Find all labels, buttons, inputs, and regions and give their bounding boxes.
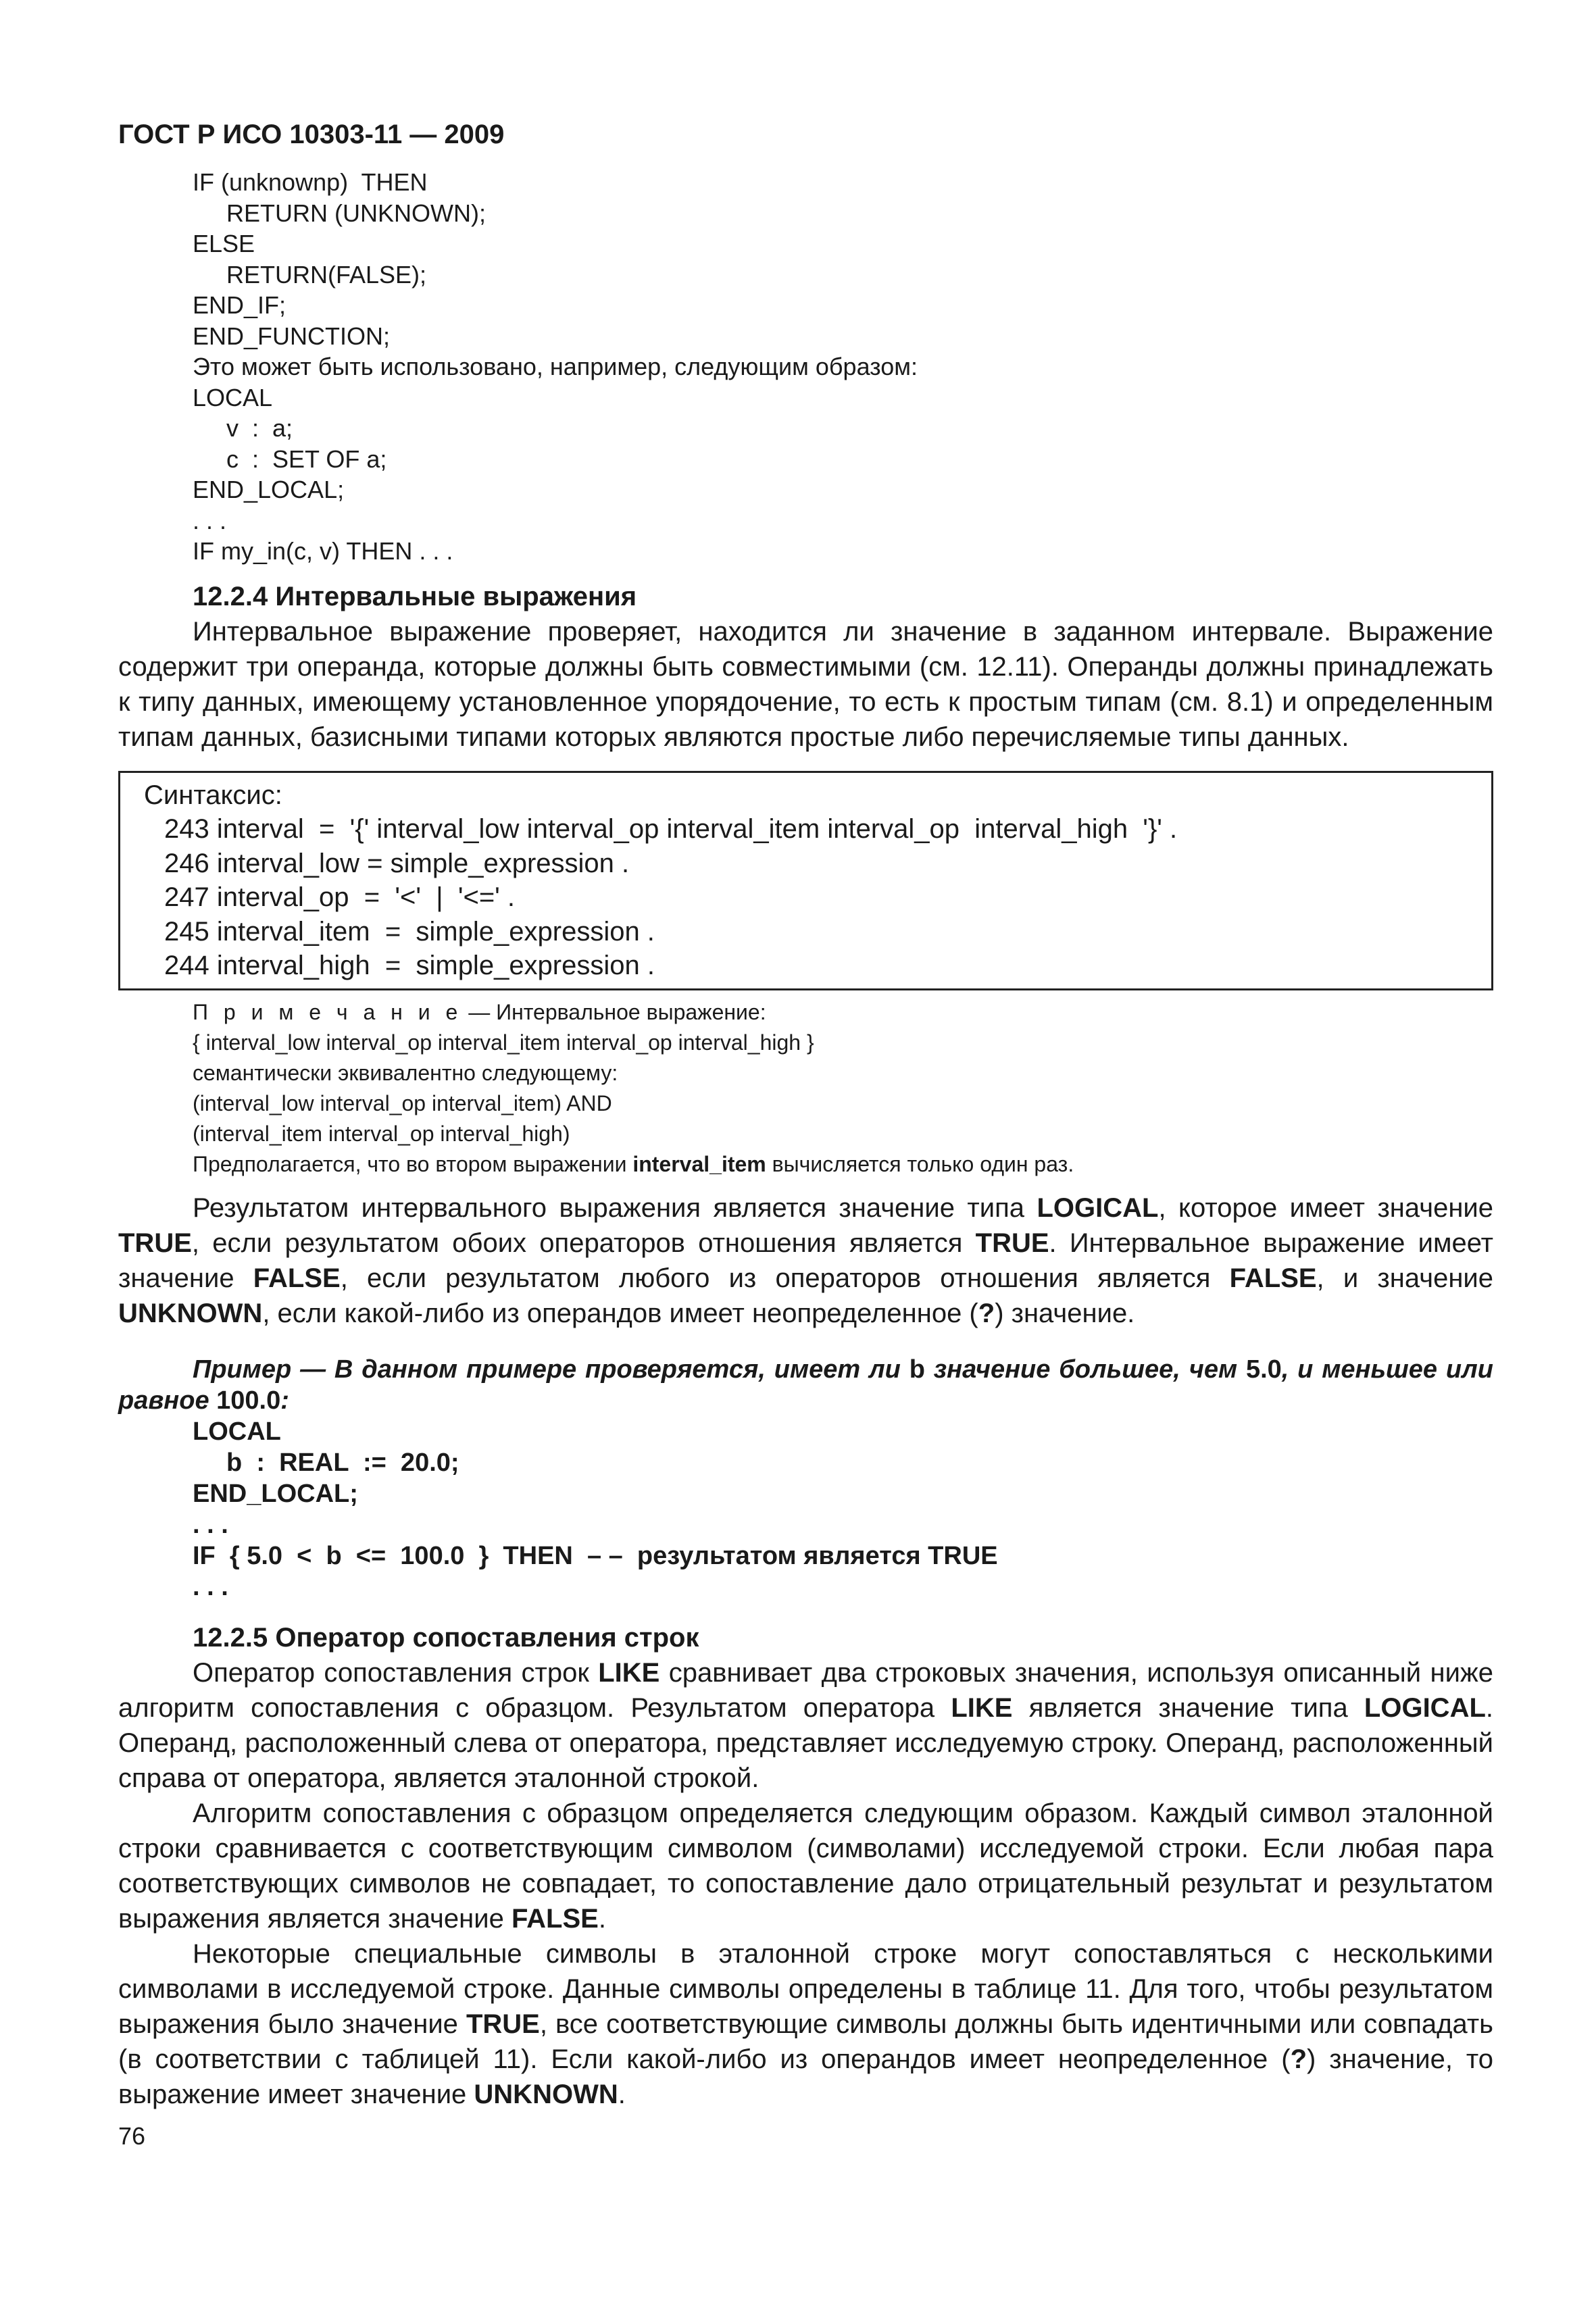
example-term: 5.0 (1245, 1355, 1282, 1384)
example-text: значение большее, чем (924, 1355, 1246, 1384)
keyword: LOGICAL (1037, 1192, 1159, 1223)
paragraph-like-special (118, 1936, 1493, 2112)
example-block (118, 1354, 1493, 1603)
section-heading-12-2-5: 12.2.5 Оператор сопоставления строк (193, 1622, 699, 1653)
code-line: b : REAL := 20.0; (226, 1448, 459, 1477)
keyword: LIKE (598, 1657, 660, 1688)
code-line: END_LOCAL; (193, 476, 345, 503)
text: . (598, 1903, 606, 1934)
code-line: . . . (193, 1510, 228, 1539)
paragraph-like-intro (118, 1655, 1493, 1796)
keyword: FALSE (253, 1263, 341, 1293)
code-line: IF my_in(c, v) THEN . . . (193, 537, 453, 565)
code-line: c : SET OF a; (226, 445, 387, 473)
keyword: FALSE (511, 1903, 599, 1934)
note-bold-term: interval_item (632, 1151, 766, 1176)
code-line: END_FUNCTION; (193, 322, 391, 350)
text: , все соответствующие символы должны быть идентичными или совпадать (в соответствии с таблицей 11). Если какой-либо из операндов имеет неопределенное ( (118, 2009, 1494, 2074)
text: ) значение. (995, 1298, 1135, 1328)
text: , которое имеет значение (1158, 1192, 1494, 1223)
example-code (118, 1416, 1493, 1603)
note-text: Предполагается, что во втором выражении (193, 1151, 633, 1176)
keyword: ? (978, 1298, 995, 1328)
note-dash: — (462, 999, 497, 1024)
keyword: LIKE (951, 1692, 1013, 1723)
syntax-rule: 245 interval_item = simple_expression . (164, 916, 655, 947)
note-line: { interval_low interval_op interval_item interval_op interval_high } (193, 1030, 814, 1055)
code-line: RETURN (UNKNOWN); (226, 199, 486, 227)
text: Алгоритм сопоставления с образцом определяется следующим образом. Каждый символ эталонной строки сравнивается с соответствующим символом (символами) исследуемой строки. Если любая пара соответствующих символов не совпадает, то сопоставление дало отрицательный результат и результатом выражения является значение (118, 1798, 1493, 1934)
note-label: П р и м е ч а н и е (193, 999, 463, 1024)
syntax-rule: 244 interval_high = simple_expression . (164, 951, 655, 980)
syntax-rule: 246 interval_low = simple_expression . (164, 848, 630, 878)
code-line: END_LOCAL; (193, 1479, 358, 1508)
syntax-rule: 243 interval = '{' interval_low interval_op interval_item interval_op interval_high '}' . (164, 814, 1178, 844)
keyword: FALSE (1229, 1263, 1317, 1293)
code-line: . . . (193, 1572, 228, 1601)
code-comment: Это может быть использовано, например, следующим образом: (193, 353, 918, 380)
code-line: IF { 5.0 < b <= 100.0 } THEN – – результатом является TRUE (193, 1541, 998, 1570)
note-block (118, 997, 1493, 1180)
note-last-line (193, 1149, 1493, 1180)
code-line: LOCAL (193, 1417, 281, 1446)
note-line: семантически эквивалентно следующему: (193, 1060, 618, 1085)
example-text: : (280, 1386, 289, 1415)
example-term: b (909, 1355, 925, 1384)
text: Некоторые специальные символы в эталонной строке могут сопоставляться с несколькими символами в исследуемой строке. Данные символы определены в таблице 11. Для того, чтобы результатом выражения было значение (118, 1938, 1493, 2039)
example-term: 100.0 (216, 1386, 281, 1415)
page-number: 76 (118, 2121, 146, 2150)
example-text: , и меньшее или равное (118, 1355, 1493, 1415)
text: ) значение, то выражение имеет значение (118, 2044, 1494, 2109)
keyword: ? (1290, 2044, 1307, 2074)
text: Оператор сопоставления строк (193, 1657, 599, 1688)
syntax-label: Синтаксис: (144, 780, 282, 810)
section-heading-12-2-4: 12.2.4 Интервальные выражения (193, 581, 637, 611)
text: , если результатом обоих операторов отношения является (191, 1228, 976, 1258)
keyword: TRUE (975, 1228, 1049, 1258)
paragraph-interval-result (118, 1190, 1493, 1331)
note-text: Интервальное выражение: (496, 999, 766, 1024)
document-page (118, 118, 1493, 2151)
code-line: v : a; (226, 414, 293, 442)
syntax-rule: 247 interval_op = '<' | '<=' . (164, 882, 516, 912)
code-block-top (118, 167, 1493, 567)
code-line: IF (unknownp) THEN (193, 168, 428, 196)
code-line: RETURN(FALSE); (226, 260, 427, 288)
note-line: (interval_low interval_op interval_item) AND (193, 1090, 612, 1115)
code-line: ELSE (193, 230, 255, 257)
example-text: Пример — В данном примере проверяется, имеет ли (193, 1355, 909, 1384)
text: является значение типа (1012, 1692, 1364, 1723)
text: , если результатом любого из операторов отношения является (340, 1263, 1230, 1293)
note-line: (interval_item interval_op interval_high) (193, 1121, 570, 1146)
text: Результатом интервального выражения является значение типа (193, 1192, 1037, 1223)
keyword: UNKNOWN (118, 1298, 263, 1328)
keyword: TRUE (466, 2009, 540, 2039)
syntax-box (118, 771, 1493, 990)
code-line: END_IF; (193, 291, 286, 319)
text: , и значение (1316, 1263, 1493, 1293)
code-line: . . . (193, 506, 227, 534)
text: сравнивает два строковых значения, используя описанный ниже алгоритм сопоставления с образцом. Результатом оператора (118, 1657, 1493, 1723)
note-first-line (193, 997, 1493, 1028)
text: . Операнд, расположенный слева от оператора, представляет исследуемую строку. Операнд, расположенный справа от оператора, является эталонной строкой. (118, 1692, 1494, 1793)
text: . Интервальное выражение имеет значение (118, 1228, 1493, 1293)
example-caption (118, 1354, 1493, 1416)
code-line: LOCAL (193, 383, 273, 411)
document-header: ГОСТ Р ИСО 10303-11 — 2009 (118, 120, 505, 149)
paragraph-like-algorithm (118, 1796, 1493, 1936)
keyword: LOGICAL (1364, 1692, 1486, 1723)
keyword: UNKNOWN (474, 2079, 618, 2109)
text: . (618, 2079, 626, 2109)
keyword: TRUE (118, 1228, 192, 1258)
note-text: вычисляется только один раз. (766, 1151, 1074, 1176)
text: , если какой-либо из операндов имеет неопределенное ( (262, 1298, 978, 1328)
paragraph-interval-intro: Интервальное выражение проверяет, находится ли значение в заданном интервале. Выражение содержит три операнда, которые должны быть совместимыми (см. 12.11). Операнды должны принадлежать к типу данных, имеющему установленное упорядочение, то есть к простым типам (см. 8.1) и определенным типам данных, базисными типами которых являются простые либо перечисляемые типы данных. (118, 616, 1493, 752)
